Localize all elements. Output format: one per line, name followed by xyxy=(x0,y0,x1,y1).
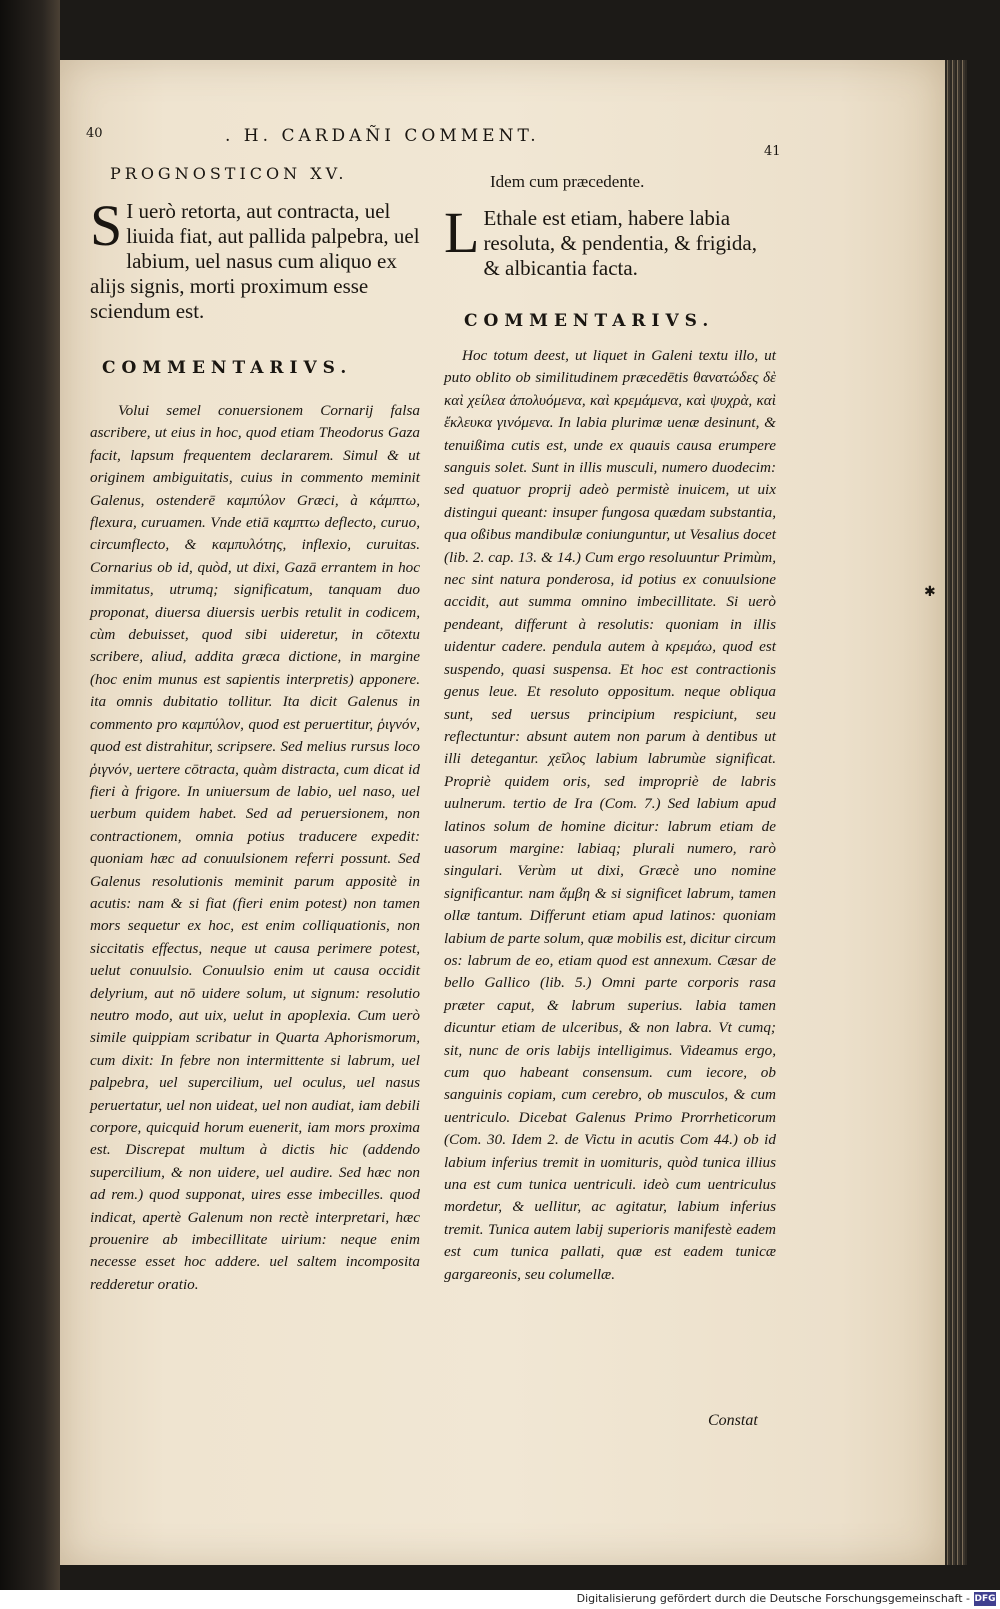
right-commentary-text: Hoc totum deest, ut liquet in Galeni textu illo, ut puto oblito ob similitudinem præcedētis θανατώδες δὲ καὶ χείλεα ἀπολυόμενα, καὶ κρεμάμενα, καὶ ψυχρὰ, καὶ ἔκλευκα γινόμενα. In labia plurimæ uenæ desinunt, & tenuißima cutis est, unde ex quauis causa erumpere sanguis solet. Sunt in illis musculi, numero duodecim: sed quatuor proprij adeò permistè inuicem, ut uix distingui queant: insuper fungosa quædam substantia, qua oßibus mandibulæ coniunguntur, ut Vesalius docet (lib. 2. cap. 13. & 14.) Cum ergo resoluuntur Primùm, nec sint natura ponderosa, id potius ex conuulsione accidit, aut summa omnino imbecillitate. Si uerò pendeant, differunt à resolutis: quoniam in illis uidentur cadere. pendula autem à κρεμάω, quod est suspendo, quasi suspensa. Et hoc est contractionis genus leue. Et resoluto oppositum. neque obliqua sunt, sed uersus principium respiciunt, seu reflectuntur: absunt autem non parum à dentibus ut illi detegantur. χεῖλος labium labrumùe significat. Propriè quidem oris, sed impropriè de labris uulnerum. tertio de Ira (Com. 7.) Sed labium apud latinos solum de homine dicitur: labrum etiam de uasorum margine: labiaq; plurali numero, rarò singulari. Verùm ut dixi, Græcè uno nomine significantur. nam ἄμβη & si significet labrum, tamen ollæ tantum. Differunt etiam apud latinos: quoniam labium de parte solum, quæ mobilis est, dicitur circum os: labrum de eo, etiam quod est annexum. Cæsar de bello Gallico (lib. 5.) Omni parte corporis rasa præter caput, & labrum superius. labia tamen dicuntur etiam de ulceribus, & non labra. Vt cumq; sit, nunc de oris labijs intelligimus. Videamus ergo, cum quo habeant consensum. cum iecore, ob sanguinis copiam, cum cerebro, ob musculos, & cum uentriculo. Dicebat Galenus Primo Prorrheticorum (Com. 30. Idem 2. de Victu in acutis Com 44.) ob id labium inferius tremit in uomituris, quòd tunica illius una est cum tunica uentriculi. ideò cum uentriculus mordetur, & uellitur, ac agitatur, labium inferius tremit. Tunica autem labij superioris manifestè eadem est cum tunica pallati, quæ est eadem tunicæ gargareonis, seu columellæ. xyxy=(444,347,777,1283)
left-section-title: PROGNOSTICON XV. xyxy=(110,164,348,183)
page-number-left: 40 xyxy=(86,126,103,141)
right-lemma-text: Ethale est etiam, habere labia resoluta, & pendentia, & frigida, & albicantia facta. xyxy=(483,206,757,280)
right-drop-initial: L xyxy=(444,200,480,265)
page-edges xyxy=(945,60,967,1565)
margin-mark: ✱ xyxy=(924,584,936,600)
book-spine xyxy=(0,0,60,1609)
catchword: Constat xyxy=(708,1412,758,1429)
footer-credit: Digitalisierung gefördert durch die Deutsche Forschungsgemeinschaft - xyxy=(576,1592,970,1605)
running-head: . H. CARDAÑI COMMENT. xyxy=(225,126,540,146)
dfg-logo: DFG xyxy=(974,1594,996,1604)
left-commentarius-heading: COMMENTARIVS. xyxy=(102,358,353,378)
left-drop-initial: S xyxy=(90,193,123,258)
page-number-right: 41 xyxy=(764,144,781,159)
right-commentarius-heading: COMMENTARIVS. xyxy=(464,311,715,331)
right-section-title: Idem cum præcedente. xyxy=(490,172,645,191)
left-lemma-text: I uerò retorta, aut contracta, uel liuida fiat, aut pallida palpebra, uel labium, uel nasus cum aliquo ex alijs signis, morti proximum esse sciendum est. xyxy=(90,199,420,323)
left-column xyxy=(90,164,420,1296)
left-lemma xyxy=(90,193,420,324)
right-lemma xyxy=(444,200,776,281)
right-column xyxy=(444,172,776,1286)
left-commentary-text: Volui semel conuersionem Cornarij falsa ascribere, ut eius in hoc, quod etiam Theodorus Gaza facit, lapsum frequentem declararem. Simul & ut originem ambiguitatis, cuius in commento meminit Galenus, ostenderē καμπύλον Græci, à κάμπτω, flexura, curuamen. Vnde etiā καμπτω deflecto, curuo, circumflecto, & καμπυλότης, inflexio, curuitas. Cornarius ob id, quòd, ut dixi, Gazā errantem in hoc immitatus, utrumq; significatum, tanquam duo proponat, diuersa diuersis uerbis retulit in codicem, cùm debuisset, quod sibi uideretur, in cōtextu scribere, aliud, addita græca dictione, in margine (hoc enim munus est sapientis interpretis) apponere. ita omnis dubitatio tollitur. Ita dicit Galenus in commento pro καμπύλον, quod est peruertitur, ῥιγνόν, quod est distrahitur, scripsere. Sed melius rursus loco ῥιγνόν, uertere cōtracta, quàm distracta, cum dicat id fieri à frigore. In uniuersum de labio, uel naso, uel uerbum quidem habet. Sed ad peruersionem, non contractionem, omnia potius traducere expedit: quoniam hæc ad conuulsionem referri possunt. Sed Galenus resolutionis meminit parum appositè in acutis: nam & si fiat (fieri enim potest) non tamen mors sequetur ex hoc, est enim colliquationis, non siccitatis effectus, neque ut causa perimere potest, uelut conuulsio. Conuulsio enim ut causa occidit delyrium, aut nō uidere solum, ut signum: resolutio neutro modo, aut uix, uelut in apoplexia. Cum uerò simile quippiam scribatur in Quarta Aphorismorum, cum dixit: In febre non intermittente si labrum, uel palpebra, uel supercilium, uel oculus, uel nasus peruertatur, uel non uideat, uel non audiat, iam debili corpore, quicquid horum euenerit, iam mors proxima est. Discrepat multum à dictis hic (addendo supercilium, & non uidere, uel audire. Sed hæc non ad rem.) quod supponat, uires esse imbecilles. quod indicat, apertè Galenum non rectè interpretari, hæc prouenire ab imbecillitate uirium: neque enim necesse esset hoc addere. uel saltem incomposita redderetur oratio. xyxy=(90,402,420,1293)
